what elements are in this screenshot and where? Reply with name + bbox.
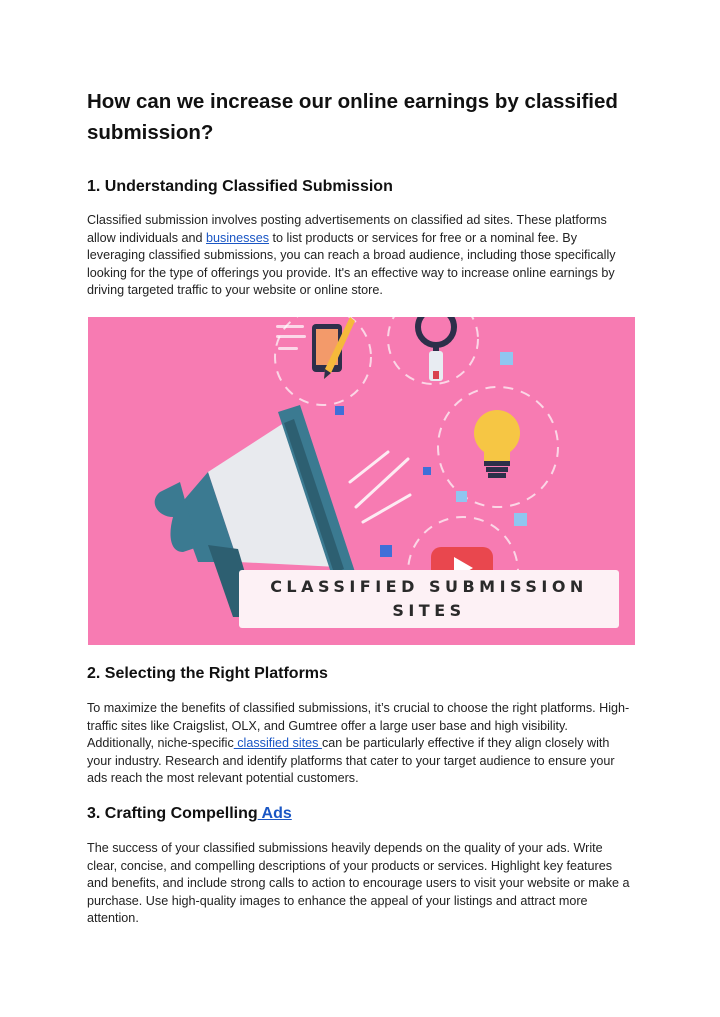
section-3-heading: [87, 803, 292, 825]
section-1-text-end: to list products or services for free or a nominal fee. By leveraging classified submissions, you can reach a broad audience, including those specifically looking for the type of offerings you provide. It's an effective way to increase online earnings by driving targeted traffic to your website or online store.: [87, 230, 616, 298]
magnifier-icon: [418, 317, 454, 381]
ads-link[interactable]: Ads: [257, 805, 292, 822]
section-2-heading: 2. Selecting the Right Platforms: [87, 665, 328, 682]
businesses-link[interactable]: businesses: [206, 230, 270, 245]
classified-sites-link[interactable]: classified sites: [233, 736, 322, 751]
section-3-paragraph: The success of your classified submissions heavily depends on the quality of your ads. Write clear, concise, and compelling descriptions of your products or services. Highlight key features and benefits, and include strong calls to action to encourage users to visit your website or make a purchase. Use high-quality images to enhance the appeal of your listings and attract more attention.: [87, 841, 630, 926]
section-1-paragraph: [87, 212, 635, 300]
banner-line-1: CLASSIFIED SUBMISSION: [270, 577, 588, 596]
section-2-paragraph: [87, 700, 635, 788]
section-1-heading: 1. Understanding Classified Submission: [87, 178, 393, 195]
section-3-heading-text: 3. Crafting Compelling: [87, 805, 258, 822]
section-1-text-start: Classified submission involves posting advertisements on classified ad sites. These platforms allow individuals and: [87, 213, 607, 245]
section-2-text-end: can be particularly effective if they align closely with your industry. Research and identify platforms that cater to your target audience to ensure your ads reach the most relevant potential customers.: [87, 736, 615, 786]
hero-banner: [239, 570, 619, 628]
banner-line-2: SITES: [392, 601, 466, 620]
section-2-text-start: To maximize the benefits of classified submissions, it’s crucial to choose the right platforms. High-traffic sites like Craigslist, OLX, and Gumtree offer a large user base and high visibility. Additionally, niche-specific: [87, 701, 630, 751]
lightbulb-icon: [474, 410, 520, 478]
phone-pencil-icon: [312, 317, 355, 379]
page-title: How can we increase our online earnings by classified submission?: [87, 90, 618, 144]
